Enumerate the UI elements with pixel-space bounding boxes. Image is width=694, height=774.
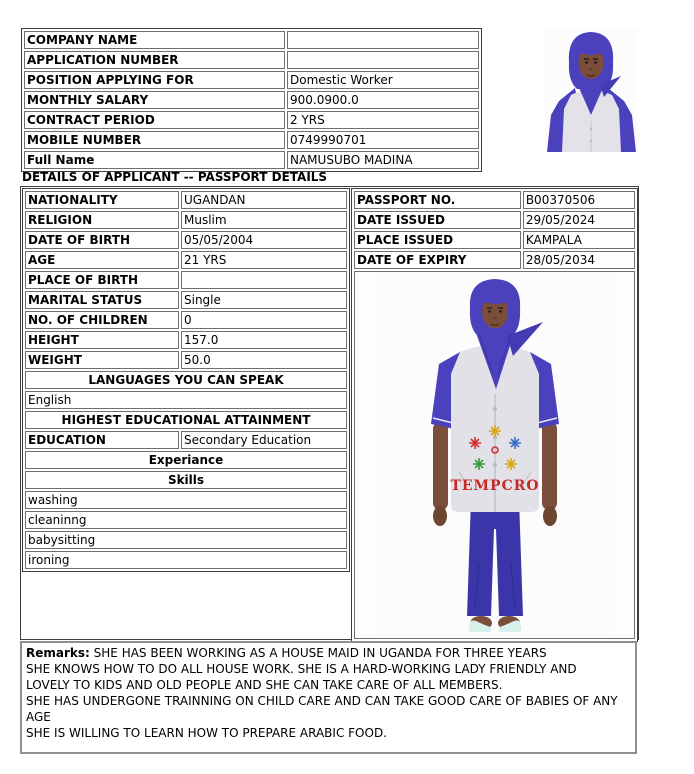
table-row bbox=[24, 51, 479, 69]
table-row bbox=[25, 351, 347, 369]
field-label: APPLICATION NUMBER bbox=[24, 51, 285, 69]
field-label: PLACE ISSUED bbox=[354, 231, 521, 249]
language-item: English bbox=[25, 391, 347, 409]
table-row bbox=[25, 451, 347, 469]
table-row bbox=[25, 431, 347, 449]
table-row bbox=[25, 391, 347, 409]
table-row bbox=[24, 71, 479, 89]
field-label: MARITAL STATUS bbox=[25, 291, 179, 309]
table-row bbox=[354, 191, 635, 209]
field-label: AGE bbox=[25, 251, 179, 269]
table-row bbox=[24, 91, 479, 109]
field-value: 50.0 bbox=[181, 351, 347, 369]
table-row bbox=[24, 111, 479, 129]
table-row bbox=[25, 191, 347, 209]
field-label: Full Name bbox=[24, 151, 285, 169]
field-value: 29/05/2024 bbox=[523, 211, 635, 229]
table-row bbox=[25, 491, 347, 509]
applicant-headshot-photo bbox=[545, 29, 638, 152]
field-value bbox=[287, 51, 479, 69]
table-row bbox=[25, 531, 347, 549]
skill-item: washing bbox=[25, 491, 347, 509]
field-value: Secondary Education bbox=[181, 431, 347, 449]
section-header-experience: Experiance bbox=[25, 451, 347, 469]
section-header-education: HIGHEST EDUCATIONAL ATTAINMENT bbox=[25, 411, 347, 429]
field-value: 2 YRS bbox=[287, 111, 479, 129]
field-label: WEIGHT bbox=[25, 351, 179, 369]
field-label: PLACE OF BIRTH bbox=[25, 271, 179, 289]
full-body-illustration bbox=[375, 274, 615, 636]
field-label: EDUCATION bbox=[25, 431, 179, 449]
section-header-skills: Skills bbox=[25, 471, 347, 489]
table-row bbox=[24, 151, 479, 169]
field-value bbox=[181, 271, 347, 289]
remarks-line: LOVELY TO KIDS AND OLD PEOPLE AND SHE CAN TAKE CARE OF ALL MEMBERS. bbox=[26, 678, 503, 692]
field-value: 21 YRS bbox=[181, 251, 347, 269]
field-value: 0 bbox=[181, 311, 347, 329]
field-label: POSITION APPLYING FOR bbox=[24, 71, 285, 89]
table-row bbox=[25, 291, 347, 309]
table-row bbox=[25, 211, 347, 229]
field-label: DATE OF EXPIRY bbox=[354, 251, 521, 269]
headshot-illustration bbox=[545, 29, 638, 152]
field-value: 05/05/2004 bbox=[181, 231, 347, 249]
field-label: CONTRACT PERIOD bbox=[24, 111, 285, 129]
table-row bbox=[25, 551, 347, 569]
table-row bbox=[25, 371, 347, 389]
field-value: NAMUSUBO MADINA bbox=[287, 151, 479, 169]
field-label: NO. OF CHILDREN bbox=[25, 311, 179, 329]
field-label: RELIGION bbox=[25, 211, 179, 229]
table-row bbox=[24, 31, 479, 49]
remarks-box bbox=[20, 641, 637, 754]
passport-details-table bbox=[351, 188, 638, 642]
remarks-line: AGE bbox=[26, 710, 51, 724]
field-label: DATE OF BIRTH bbox=[25, 231, 179, 249]
table-row bbox=[25, 231, 347, 249]
table-row bbox=[354, 211, 635, 229]
details-section bbox=[20, 186, 639, 640]
table-row bbox=[25, 471, 347, 489]
remarks-label: Remarks: bbox=[26, 646, 90, 660]
field-value: 0749990701 bbox=[287, 131, 479, 149]
field-value: Domestic Worker bbox=[287, 71, 479, 89]
remarks-line bbox=[26, 645, 631, 661]
field-value: B00370506 bbox=[523, 191, 635, 209]
table-row bbox=[25, 411, 347, 429]
remarks-text: SHE HAS BEEN WORKING AS A HOUSE MAID IN UGANDA FOR THREE YEARS bbox=[93, 646, 547, 660]
field-value: 157.0 bbox=[181, 331, 347, 349]
skill-item: ironing bbox=[25, 551, 347, 569]
table-row bbox=[25, 271, 347, 289]
field-label: DATE ISSUED bbox=[354, 211, 521, 229]
table-row bbox=[354, 251, 635, 269]
table-row bbox=[354, 271, 635, 639]
field-value: 28/05/2034 bbox=[523, 251, 635, 269]
remarks-line: SHE KNOWS HOW TO DO ALL HOUSE WORK. SHE IS A HARD-WORKING LADY FRIENDLY AND bbox=[26, 662, 577, 676]
table-row bbox=[354, 231, 635, 249]
section-header-languages: LANGUAGES YOU CAN SPEAK bbox=[25, 371, 347, 389]
field-value: KAMPALA bbox=[523, 231, 635, 249]
section-heading: DETAILS OF APPLICANT -- PASSPORT DETAILS bbox=[22, 170, 328, 184]
field-label: HEIGHT bbox=[25, 331, 179, 349]
table-row bbox=[25, 251, 347, 269]
remarks-line: SHE IS WILLING TO LEARN HOW TO PREPARE ARABIC FOOD. bbox=[26, 726, 387, 740]
field-value bbox=[287, 31, 479, 49]
field-label: PASSPORT NO. bbox=[354, 191, 521, 209]
table-row bbox=[25, 311, 347, 329]
field-label: COMPANY NAME bbox=[24, 31, 285, 49]
field-label: NATIONALITY bbox=[25, 191, 179, 209]
table-row bbox=[24, 131, 479, 149]
field-value: UGANDAN bbox=[181, 191, 347, 209]
skill-item: cleaninng bbox=[25, 511, 347, 529]
field-label: MOBILE NUMBER bbox=[24, 131, 285, 149]
field-value: Muslim bbox=[181, 211, 347, 229]
table-row bbox=[25, 331, 347, 349]
table-row bbox=[25, 511, 347, 529]
remarks-line: SHE HAS UNDERGONE TRAINNING ON CHILD CARE AND CAN TAKE GOOD CARE OF BABIES OF ANY bbox=[26, 694, 618, 708]
company-info-table bbox=[21, 28, 482, 172]
applicant-full-body-photo bbox=[354, 271, 635, 639]
uniform-brand-text: TEMPCRO bbox=[449, 478, 540, 494]
applicant-details-table bbox=[22, 188, 350, 572]
field-value: 900.0900.0 bbox=[287, 91, 479, 109]
skill-item: babysitting bbox=[25, 531, 347, 549]
field-label: MONTHLY SALARY bbox=[24, 91, 285, 109]
field-value: Single bbox=[181, 291, 347, 309]
